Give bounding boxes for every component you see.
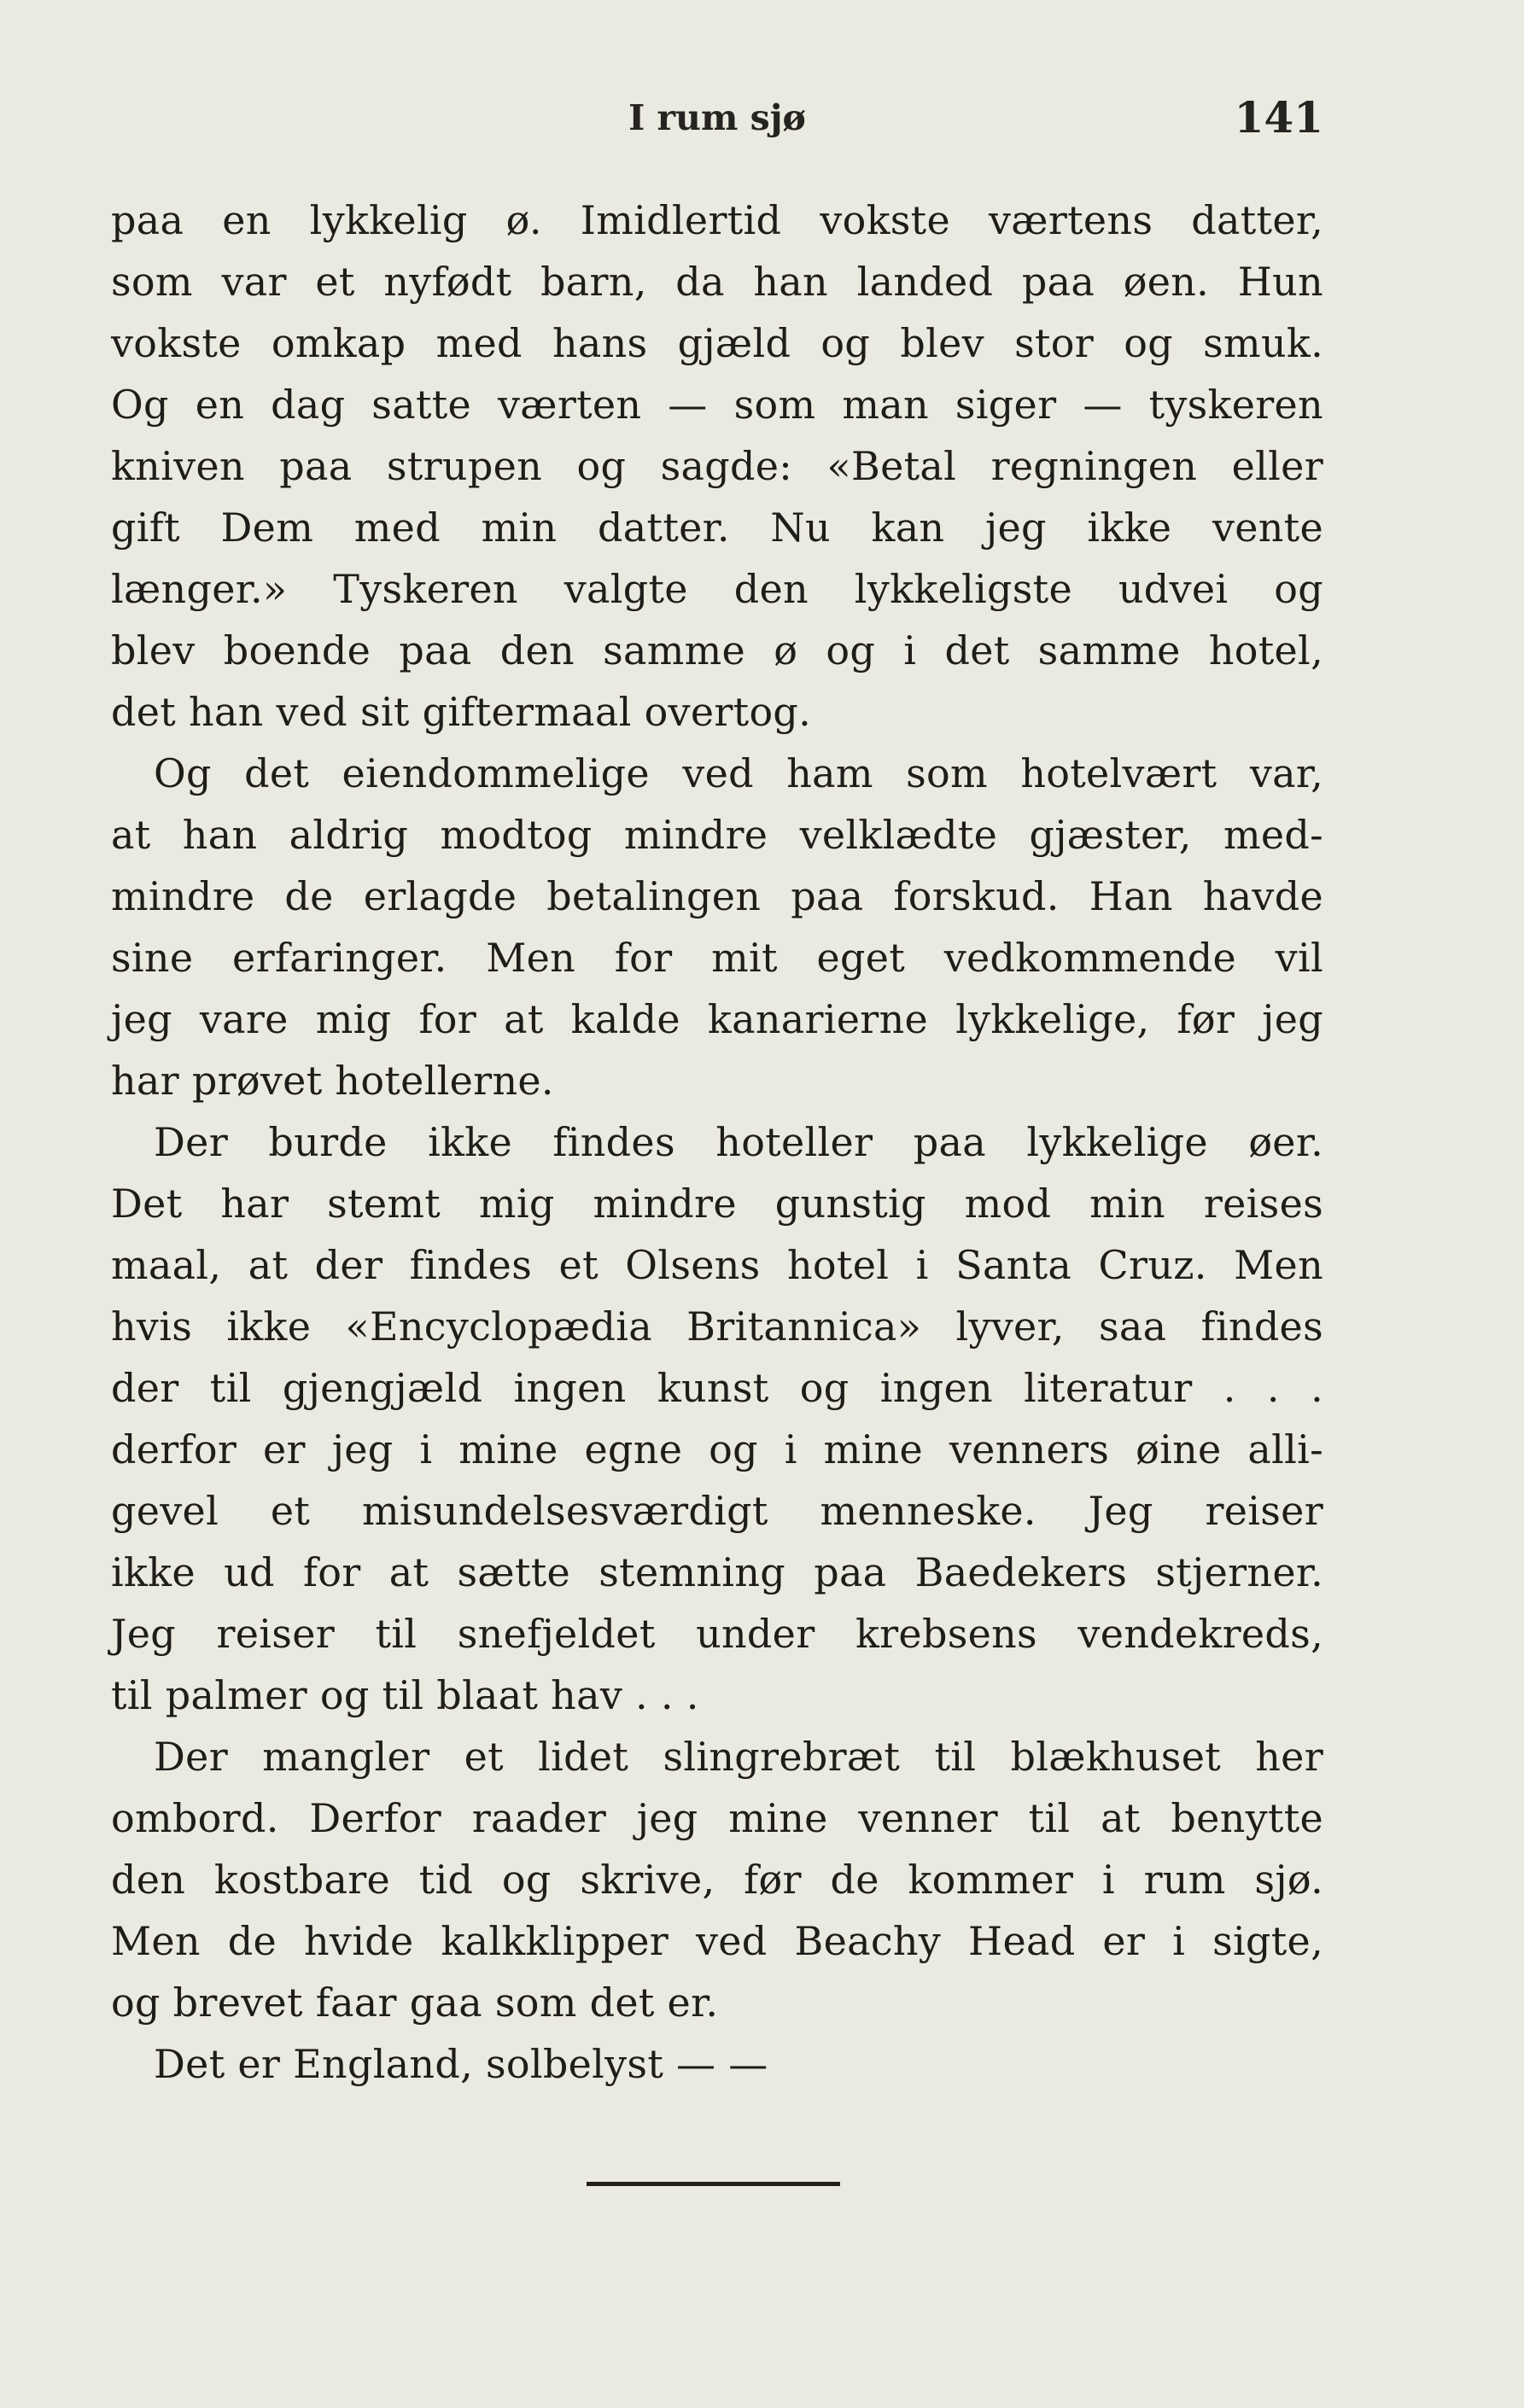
text-line: til palmer og til blaat hav . . .	[111, 1672, 699, 1718]
page-number: 141	[1234, 92, 1323, 143]
text-line: Og det eiendommelige ved ham som hotelvært var,	[154, 750, 1323, 796]
text-line: Der mangler et lidet slingrebræt til blækhuset her	[154, 1734, 1323, 1780]
text-line: Der burde ikke findes hoteller paa lykkelige øer.	[154, 1119, 1323, 1165]
text-line: blev boende paa den samme ø og i det samme hotel,	[111, 627, 1323, 673]
text-line: gevel et misundelsesværdigt menneske. Jeg reiser	[111, 1488, 1323, 1534]
text-line: jeg vare mig for at kalde kanarierne lykkelige, før jeg	[111, 996, 1323, 1042]
text-line: derfor er jeg i mine egne og i mine venners øine alli-	[111, 1426, 1323, 1472]
text-line: Men de hvide kalkklipper ved Beachy Head er i sigte,	[111, 1918, 1323, 1964]
text-line: maal, at der findes et Olsens hotel i Santa Cruz. Men	[111, 1242, 1323, 1288]
text-line: mindre de erlagde betalingen paa forskud. Han havde	[111, 873, 1323, 919]
text-line: den kostbare tid og skrive, før de kommer i rum sjø.	[111, 1857, 1323, 1903]
text-line: det han ved sit giftermaal overtog.	[111, 689, 812, 735]
body-text	[111, 189, 1323, 2095]
text-line: Det har stemt mig mindre gunstig mod min reises	[111, 1181, 1323, 1227]
running-head	[111, 92, 1323, 143]
text-line: Og en dag satte værten — som man siger — tyskeren	[111, 382, 1323, 428]
text-line: og brevet faar gaa som det er.	[111, 1979, 719, 2026]
end-rule	[587, 2182, 840, 2186]
text-line: paa en lykkelig ø. Imidlertid vokste værtens datter,	[111, 197, 1323, 243]
text-line: gift Dem med min datter. Nu kan jeg ikke vente	[111, 504, 1323, 551]
text-line: kniven paa strupen og sagde: «Betal regningen eller	[111, 443, 1323, 489]
running-title: I rum sjø	[628, 97, 806, 138]
text-line: ikke ud for at sætte stemning paa Baedekers stjerner.	[111, 1549, 1323, 1595]
text-line: der til gjengjæld ingen kunst og ingen literatur . . .	[111, 1365, 1323, 1411]
text-line: længer.» Tyskeren valgte den lykkeligste udvei og	[111, 566, 1323, 612]
text-line: Jeg reiser til snefjeldet under krebsens vendekreds,	[111, 1611, 1323, 1657]
text-line: har prøvet hotellerne.	[111, 1058, 554, 1104]
text-line: Det er England, solbelyst — —	[154, 2041, 768, 2087]
text-line: som var et nyfødt barn, da han landed paa øen. Hun	[111, 259, 1323, 305]
text-line: sine erfaringer. Men for mit eget vedkommende vil	[111, 935, 1323, 981]
text-line: ombord. Derfor raader jeg mine venner til at benytte	[111, 1795, 1323, 1841]
text-line: vokste omkap med hans gjæld og blev stor og smuk.	[111, 320, 1323, 366]
text-line: hvis ikke «Encyclopædia Britannica» lyver, saa findes	[111, 1303, 1323, 1350]
text-line: at han aldrig modtog mindre velklædte gjæster, med-	[111, 812, 1323, 858]
